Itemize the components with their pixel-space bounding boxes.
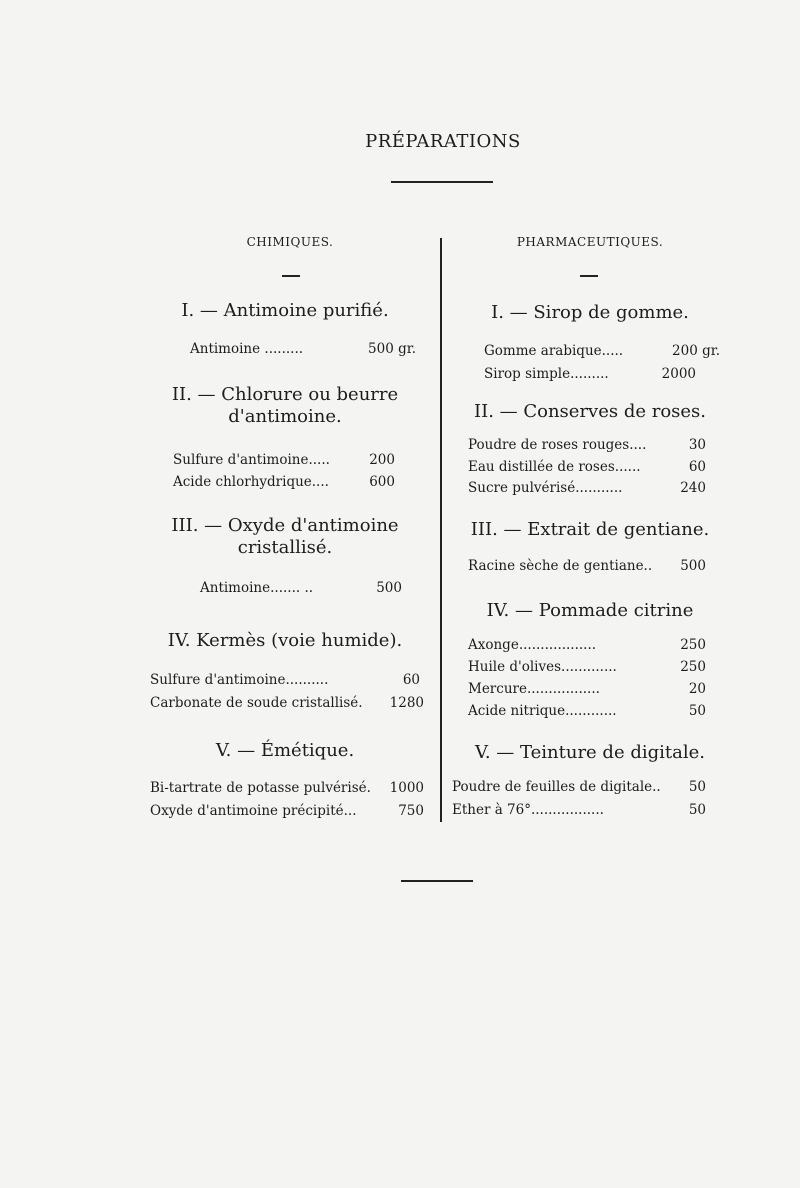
item-value: 20: [688, 681, 706, 697]
item-value: 50: [688, 779, 706, 795]
item-name: Mercure.................: [468, 681, 600, 697]
left-section-5-item: [150, 803, 424, 819]
title-line: d'antimoine.: [228, 406, 342, 427]
right-section-4-item: [468, 659, 706, 675]
item-value: 200: [369, 452, 395, 468]
right-section-3-title: III. — Extrait de gentiane.: [470, 519, 710, 540]
left-section-3-item: [200, 580, 402, 596]
item-value: 500 gr.: [368, 341, 416, 357]
left-section-2-title: [150, 384, 420, 428]
right-section-2-item: [468, 459, 706, 475]
item-value: 60: [402, 672, 420, 688]
item-value: 200 gr.: [672, 343, 720, 359]
right-section-3-item: [468, 558, 706, 574]
item-name: Sulfure d'antimoine..........: [150, 672, 329, 688]
right-section-1-item: [484, 366, 696, 382]
left-section-1-item: [190, 341, 416, 357]
item-value: 50: [688, 703, 706, 719]
left-section-4-item: [150, 695, 424, 711]
item-value: 250: [680, 659, 706, 675]
item-name: Gomme arabique.....: [484, 343, 624, 359]
item-name: Carbonate de soude cristallisé.: [150, 695, 363, 711]
item-value: 250: [680, 637, 706, 653]
right-section-1-item: [484, 343, 720, 359]
item-value: 1280: [389, 695, 424, 711]
right-section-5-item: [452, 779, 706, 795]
left-section-4-title: IV. Kermès (voie humide).: [167, 630, 403, 651]
item-value: 2000: [661, 366, 696, 382]
right-section-2-item: [468, 437, 706, 453]
item-value: 60: [688, 459, 706, 475]
title-line: III. — Oxyde d'antimoine: [171, 515, 399, 536]
item-name: Antimoine .........: [190, 341, 304, 357]
title-line: cristallisé.: [237, 537, 333, 558]
item-value: 600: [369, 474, 395, 490]
item-name: Poudre de roses rouges....: [468, 437, 647, 453]
item-name: Antimoine....... ..: [200, 580, 314, 596]
bottom-rule: [401, 880, 473, 882]
left-section-4-item: [150, 672, 420, 688]
item-name: Sucre pulvérisé...........: [468, 480, 623, 496]
left-column-heading: CHIMIQUES.: [246, 235, 334, 249]
right-section-4-title: IV. — Pommade citrine: [486, 600, 694, 621]
right-section-4-item: [468, 703, 706, 719]
left-heading-dash: [282, 275, 300, 277]
item-value: 750: [398, 803, 424, 819]
item-name: Acide nitrique............: [468, 703, 617, 719]
right-section-4-item: [468, 681, 706, 697]
item-name: Eau distillée de roses......: [468, 459, 641, 475]
item-name: Axonge..................: [468, 637, 597, 653]
title-line: II. — Chlorure ou beurre: [171, 384, 399, 405]
right-heading-dash: [580, 275, 598, 277]
column-divider: [440, 238, 442, 822]
item-name: Sulfure d'antimoine.....: [173, 452, 330, 468]
item-value: 500: [680, 558, 706, 574]
item-value: 30: [688, 437, 706, 453]
item-name: Ether à 76°.................: [452, 802, 604, 818]
item-name: Poudre de feuilles de digitale..: [452, 779, 661, 795]
page-title: PRÉPARATIONS: [365, 131, 521, 152]
item-name: Acide chlorhydrique....: [173, 474, 329, 490]
left-section-2-item: [173, 452, 395, 468]
right-section-2-title: II. — Conserves de roses.: [473, 401, 707, 422]
item-name: Huile d'olives.............: [468, 659, 617, 675]
item-value: 240: [680, 480, 706, 496]
item-name: Oxyde d'antimoine précipité...: [150, 803, 357, 819]
left-section-2-item: [173, 474, 395, 490]
right-section-4-item: [468, 637, 706, 653]
title-rule: [391, 181, 493, 183]
item-name: Racine sèche de gentiane..: [468, 558, 653, 574]
item-name: Sirop simple.........: [484, 366, 609, 382]
item-value: 1000: [389, 780, 424, 796]
left-section-1-title: I. — Antimoine purifié.: [181, 300, 389, 321]
left-section-5-title: V. — Émétique.: [215, 740, 355, 761]
right-section-5-title: V. — Teinture de digitale.: [475, 742, 705, 763]
right-section-5-item: [452, 802, 706, 818]
right-section-1-title: I. — Sirop de gomme.: [491, 302, 689, 323]
left-section-3-title: [150, 515, 420, 559]
item-value: 500: [376, 580, 402, 596]
right-column-heading: PHARMACEUTIQUES.: [516, 235, 664, 249]
left-section-5-item: [150, 780, 424, 796]
item-value: 50: [688, 802, 706, 818]
right-section-2-item: [468, 480, 706, 496]
item-name: Bi-tartrate de potasse pulvérisé.: [150, 780, 371, 796]
